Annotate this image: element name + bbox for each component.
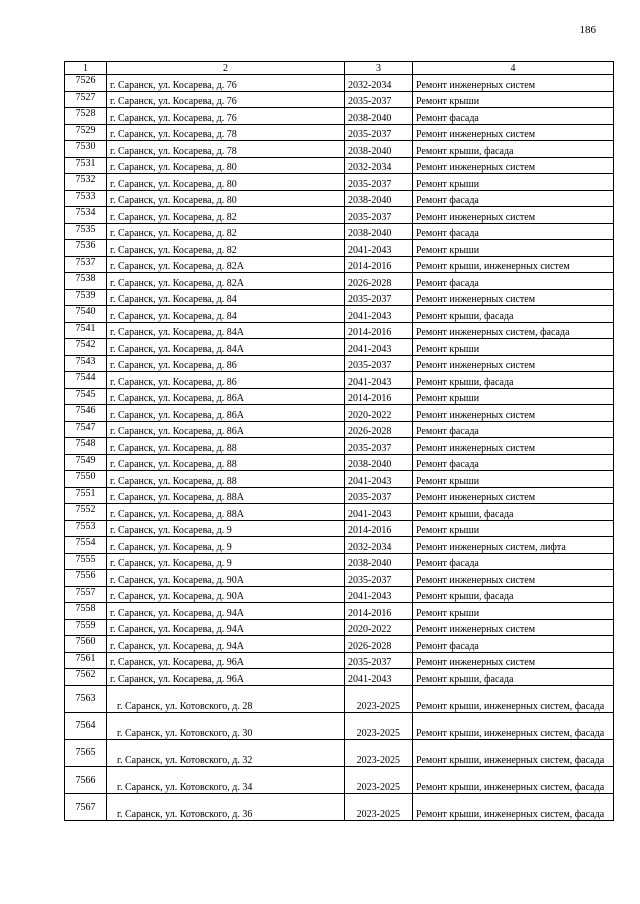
table-body: [65, 62, 614, 821]
work-type-cell: Ремонт крыши, инженерных систем, фасада: [413, 685, 614, 712]
table-row: [65, 339, 614, 356]
address-cell: г. Саранск, ул. Косарева, д. 86: [107, 355, 345, 372]
address-cell: г. Саранск, ул. Косарева, д. 78: [107, 141, 345, 158]
table-row: [65, 174, 614, 191]
row-number-cell: 7540: [65, 306, 107, 323]
period-cell: 2041-2043: [345, 471, 413, 488]
period-cell: 2014-2016: [345, 256, 413, 273]
row-number-cell: 7541: [65, 322, 107, 339]
column-header: 1: [65, 62, 107, 75]
row-number-cell: 7549: [65, 454, 107, 471]
table-row: [65, 603, 614, 620]
period-cell: 2026-2028: [345, 636, 413, 653]
row-number-cell: 7536: [65, 240, 107, 257]
period-cell: 2041-2043: [345, 372, 413, 389]
address-cell: г. Саранск, ул. Косарева, д. 86А: [107, 421, 345, 438]
row-number-cell: 7548: [65, 438, 107, 455]
period-cell: 2023-2025: [345, 739, 413, 766]
address-cell: г. Саранск, ул. Косарева, д. 80: [107, 190, 345, 207]
row-number-cell: 7530: [65, 141, 107, 158]
table-row: [65, 322, 614, 339]
period-cell: 2026-2028: [345, 273, 413, 290]
period-cell: 2035-2037: [345, 207, 413, 224]
work-type-cell: Ремонт инженерных систем: [413, 438, 614, 455]
table-row: [65, 553, 614, 570]
row-number-cell: 7559: [65, 619, 107, 636]
period-cell: 2020-2022: [345, 405, 413, 422]
column-header: 3: [345, 62, 413, 75]
table-row: [65, 454, 614, 471]
table-row: [65, 669, 614, 686]
row-number-cell: 7529: [65, 124, 107, 141]
period-cell: 2032-2034: [345, 75, 413, 92]
address-cell: г. Саранск, ул. Косарева, д. 82А: [107, 256, 345, 273]
period-cell: 2014-2016: [345, 520, 413, 537]
row-number-cell: 7539: [65, 289, 107, 306]
table-row: [65, 273, 614, 290]
work-type-cell: Ремонт крыши, фасада: [413, 306, 614, 323]
address-cell: г. Саранск, ул. Косарева, д. 90А: [107, 586, 345, 603]
period-cell: 2035-2037: [345, 91, 413, 108]
address-cell: г. Саранск, ул. Котовского, д. 30: [107, 712, 345, 739]
row-number-cell: 7543: [65, 355, 107, 372]
row-number-cell: 7567: [65, 794, 107, 821]
period-cell: 2035-2037: [345, 570, 413, 587]
table-row: [65, 586, 614, 603]
work-type-cell: Ремонт крыши, фасада: [413, 586, 614, 603]
row-number-cell: 7555: [65, 553, 107, 570]
period-cell: 2041-2043: [345, 339, 413, 356]
address-cell: г. Саранск, ул. Косарева, д. 9: [107, 520, 345, 537]
table-row: [65, 240, 614, 257]
address-cell: г. Саранск, ул. Косарева, д. 86А: [107, 405, 345, 422]
row-number-cell: 7550: [65, 471, 107, 488]
row-number-cell: 7566: [65, 767, 107, 794]
column-header: 2: [107, 62, 345, 75]
address-cell: г. Саранск, ул. Косарева, д. 82: [107, 207, 345, 224]
row-number-cell: 7553: [65, 520, 107, 537]
period-cell: 2038-2040: [345, 190, 413, 207]
address-cell: г. Саранск, ул. Косарева, д. 88А: [107, 504, 345, 521]
work-type-cell: Ремонт крыши, инженерных систем, фасада: [413, 767, 614, 794]
period-cell: 2023-2025: [345, 685, 413, 712]
address-cell: г. Саранск, ул. Косарева, д. 86А: [107, 388, 345, 405]
period-cell: 2032-2034: [345, 537, 413, 554]
table-row: [65, 421, 614, 438]
address-cell: г. Саранск, ул. Косарева, д. 9: [107, 553, 345, 570]
address-cell: г. Саранск, ул. Косарева, д. 88: [107, 454, 345, 471]
work-type-cell: Ремонт крыши: [413, 603, 614, 620]
table-row: [65, 504, 614, 521]
period-cell: 2035-2037: [345, 174, 413, 191]
period-cell: 2020-2022: [345, 619, 413, 636]
period-cell: 2035-2037: [345, 355, 413, 372]
address-cell: г. Саранск, ул. Косарева, д. 9: [107, 537, 345, 554]
work-type-cell: Ремонт крыши, фасада: [413, 669, 614, 686]
address-cell: г. Саранск, ул. Косарева, д. 94А: [107, 619, 345, 636]
work-type-cell: Ремонт инженерных систем: [413, 75, 614, 92]
table-row: [65, 124, 614, 141]
work-type-cell: Ремонт фасада: [413, 636, 614, 653]
work-type-cell: Ремонт крыши, инженерных систем: [413, 256, 614, 273]
table-row: [65, 471, 614, 488]
address-cell: г. Саранск, ул. Косарева, д. 80: [107, 174, 345, 191]
work-type-cell: Ремонт инженерных систем: [413, 157, 614, 174]
period-cell: 2035-2037: [345, 289, 413, 306]
row-number-cell: 7544: [65, 372, 107, 389]
row-number-cell: 7542: [65, 339, 107, 356]
work-type-cell: Ремонт инженерных систем: [413, 570, 614, 587]
work-type-cell: Ремонт инженерных систем, лифта: [413, 537, 614, 554]
table-row: [65, 405, 614, 422]
table-row: [65, 487, 614, 504]
period-cell: 2032-2034: [345, 157, 413, 174]
row-number-cell: 7561: [65, 652, 107, 669]
address-cell: г. Саранск, ул. Косарева, д. 96А: [107, 652, 345, 669]
address-cell: г. Саранск, ул. Косарева, д. 76: [107, 91, 345, 108]
row-number-cell: 7554: [65, 537, 107, 554]
period-cell: 2026-2028: [345, 421, 413, 438]
table-row: [65, 794, 614, 821]
row-number-cell: 7563: [65, 685, 107, 712]
work-type-cell: Ремонт инженерных систем: [413, 289, 614, 306]
address-cell: г. Саранск, ул. Косарева, д. 82: [107, 240, 345, 257]
work-type-cell: Ремонт крыши: [413, 388, 614, 405]
table-row: [65, 190, 614, 207]
period-cell: 2038-2040: [345, 454, 413, 471]
period-cell: 2014-2016: [345, 388, 413, 405]
table-row: [65, 306, 614, 323]
work-type-cell: Ремонт крыши, инженерных систем, фасада: [413, 794, 614, 821]
work-type-cell: Ремонт крыши: [413, 471, 614, 488]
row-number-cell: 7527: [65, 91, 107, 108]
address-cell: г. Саранск, ул. Косарева, д. 86: [107, 372, 345, 389]
table-row: [65, 636, 614, 653]
work-type-cell: Ремонт фасада: [413, 273, 614, 290]
work-type-cell: Ремонт крыши, фасада: [413, 372, 614, 389]
period-cell: 2023-2025: [345, 767, 413, 794]
period-cell: 2038-2040: [345, 108, 413, 125]
row-number-cell: 7526: [65, 75, 107, 92]
row-number-cell: 7533: [65, 190, 107, 207]
address-cell: г. Саранск, ул. Косарева, д. 82А: [107, 273, 345, 290]
row-number-cell: 7537: [65, 256, 107, 273]
address-cell: г. Саранск, ул. Косарева, д. 90А: [107, 570, 345, 587]
work-type-cell: Ремонт крыши, инженерных систем, фасада: [413, 739, 614, 766]
work-type-cell: Ремонт фасада: [413, 223, 614, 240]
work-type-cell: Ремонт фасада: [413, 421, 614, 438]
work-type-cell: Ремонт фасада: [413, 454, 614, 471]
table-row: [65, 739, 614, 766]
address-cell: г. Саранск, ул. Котовского, д. 36: [107, 794, 345, 821]
work-type-cell: Ремонт крыши: [413, 339, 614, 356]
work-type-cell: Ремонт крыши: [413, 91, 614, 108]
period-cell: 2041-2043: [345, 240, 413, 257]
row-number-cell: 7528: [65, 108, 107, 125]
row-number-cell: 7565: [65, 739, 107, 766]
period-cell: 2035-2037: [345, 438, 413, 455]
table-row: [65, 157, 614, 174]
work-type-cell: Ремонт инженерных систем: [413, 124, 614, 141]
period-cell: 2035-2037: [345, 124, 413, 141]
work-type-cell: Ремонт крыши, инженерных систем, фасада: [413, 712, 614, 739]
page-number: 186: [579, 24, 596, 36]
table-row: [65, 355, 614, 372]
table-row: [65, 619, 614, 636]
row-number-cell: 7560: [65, 636, 107, 653]
work-type-cell: Ремонт инженерных систем: [413, 487, 614, 504]
row-number-cell: 7546: [65, 405, 107, 422]
address-cell: г. Саранск, ул. Косарева, д. 80: [107, 157, 345, 174]
work-type-cell: Ремонт крыши: [413, 520, 614, 537]
address-cell: г. Саранск, ул. Косарева, д. 84: [107, 306, 345, 323]
address-cell: г. Саранск, ул. Косарева, д. 94А: [107, 603, 345, 620]
period-cell: 2035-2037: [345, 487, 413, 504]
row-number-cell: 7551: [65, 487, 107, 504]
work-type-cell: Ремонт фасада: [413, 190, 614, 207]
table-row: [65, 685, 614, 712]
work-type-cell: Ремонт инженерных систем, фасада: [413, 322, 614, 339]
period-cell: 2023-2025: [345, 712, 413, 739]
table-row: [65, 91, 614, 108]
work-type-cell: Ремонт инженерных систем: [413, 652, 614, 669]
table-row: [65, 712, 614, 739]
row-number-cell: 7535: [65, 223, 107, 240]
period-cell: 2038-2040: [345, 553, 413, 570]
address-cell: г. Саранск, ул. Косарева, д. 76: [107, 75, 345, 92]
work-type-cell: Ремонт крыши: [413, 240, 614, 257]
table-row: [65, 388, 614, 405]
address-cell: г. Саранск, ул. Косарева, д. 88: [107, 471, 345, 488]
repair-schedule-table: [64, 61, 614, 821]
address-cell: г. Саранск, ул. Косарева, д. 76: [107, 108, 345, 125]
table-row: [65, 767, 614, 794]
work-type-cell: Ремонт инженерных систем: [413, 355, 614, 372]
row-number-cell: 7534: [65, 207, 107, 224]
period-cell: 2041-2043: [345, 306, 413, 323]
address-cell: г. Саранск, ул. Котовского, д. 32: [107, 739, 345, 766]
period-cell: 2038-2040: [345, 223, 413, 240]
work-type-cell: Ремонт фасада: [413, 108, 614, 125]
table-row: [65, 108, 614, 125]
period-cell: 2014-2016: [345, 603, 413, 620]
row-number-cell: 7532: [65, 174, 107, 191]
row-number-cell: 7557: [65, 586, 107, 603]
row-number-cell: 7547: [65, 421, 107, 438]
table-header-row: [65, 62, 614, 75]
table-row: [65, 438, 614, 455]
period-cell: 2035-2037: [345, 652, 413, 669]
period-cell: 2014-2016: [345, 322, 413, 339]
address-cell: г. Саранск, ул. Котовского, д. 34: [107, 767, 345, 794]
address-cell: г. Саранск, ул. Котовского, д. 28: [107, 685, 345, 712]
row-number-cell: 7531: [65, 157, 107, 174]
period-cell: 2041-2043: [345, 669, 413, 686]
column-header: 4: [413, 62, 614, 75]
table-row: [65, 75, 614, 92]
address-cell: г. Саранск, ул. Косарева, д. 84А: [107, 322, 345, 339]
work-type-cell: Ремонт крыши: [413, 174, 614, 191]
address-cell: г. Саранск, ул. Косарева, д. 96А: [107, 669, 345, 686]
period-cell: 2041-2043: [345, 504, 413, 521]
table-row: [65, 256, 614, 273]
address-cell: г. Саранск, ул. Косарева, д. 84: [107, 289, 345, 306]
address-cell: г. Саранск, ул. Косарева, д. 82: [107, 223, 345, 240]
work-type-cell: Ремонт инженерных систем: [413, 207, 614, 224]
row-number-cell: 7556: [65, 570, 107, 587]
row-number-cell: 7538: [65, 273, 107, 290]
period-cell: 2041-2043: [345, 586, 413, 603]
work-type-cell: Ремонт инженерных систем: [413, 405, 614, 422]
address-cell: г. Саранск, ул. Косарева, д. 88А: [107, 487, 345, 504]
row-number-cell: 7545: [65, 388, 107, 405]
row-number-cell: 7552: [65, 504, 107, 521]
table-row: [65, 289, 614, 306]
table-row: [65, 537, 614, 554]
work-type-cell: Ремонт крыши, фасада: [413, 504, 614, 521]
table-row: [65, 520, 614, 537]
address-cell: г. Саранск, ул. Косарева, д. 84А: [107, 339, 345, 356]
row-number-cell: 7558: [65, 603, 107, 620]
work-type-cell: Ремонт инженерных систем: [413, 619, 614, 636]
table-row: [65, 652, 614, 669]
work-type-cell: Ремонт фасада: [413, 553, 614, 570]
work-type-cell: Ремонт крыши, фасада: [413, 141, 614, 158]
row-number-cell: 7564: [65, 712, 107, 739]
table-row: [65, 223, 614, 240]
period-cell: 2023-2025: [345, 794, 413, 821]
table-row: [65, 141, 614, 158]
row-number-cell: 7562: [65, 669, 107, 686]
table-row: [65, 372, 614, 389]
table-row: [65, 570, 614, 587]
address-cell: г. Саранск, ул. Косарева, д. 94А: [107, 636, 345, 653]
table-row: [65, 207, 614, 224]
period-cell: 2038-2040: [345, 141, 413, 158]
address-cell: г. Саранск, ул. Косарева, д. 88: [107, 438, 345, 455]
address-cell: г. Саранск, ул. Косарева, д. 78: [107, 124, 345, 141]
